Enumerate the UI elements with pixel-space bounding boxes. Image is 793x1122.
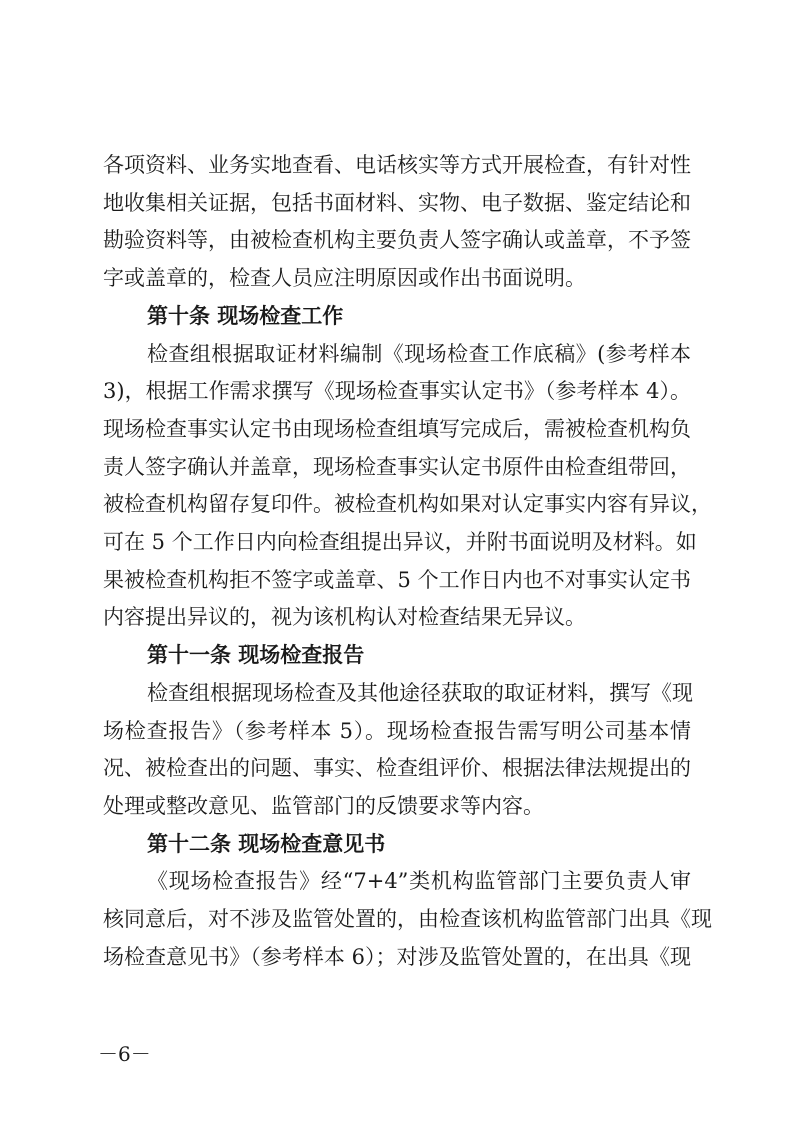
paragraph-line: 勘验资料等，由被检查机构主要负责人签字确认或盖章，不予签 xyxy=(103,228,691,253)
paragraph-line: 字或盖章的，检查人员应注明原因或作出书面说明。 xyxy=(103,266,586,291)
paragraph-line: 《现场检查报告》经“7+4”类机构监管部门主要负责人审 xyxy=(147,869,691,894)
paragraph-line: 现场检查事实认定书由现场检查组填写完成后，需被检查机构负 xyxy=(103,416,691,441)
paragraph-line: 地收集相关证据，包括书面材料、实物、电子数据、鉴定结论和 xyxy=(103,190,691,215)
paragraph-line: 处理或整改意见、监管部门的反馈要求等内容。 xyxy=(103,793,544,818)
paragraph-line: 被检查机构留存复印件。被检查机构如果对认定事实内容有异议， xyxy=(103,492,712,517)
paragraph-line: 检查组根据现场检查及其他途径获取的取证材料，撰写《现 xyxy=(147,680,693,705)
paragraph-line: 3)，根据工作需求撰写《现场检查事实认定书》（参考样本 4）。 xyxy=(103,379,691,404)
paragraph-line: 责人签字确认并盖章，现场检查事实认定书原件由检查组带回， xyxy=(103,454,691,479)
paragraph-line: 况、被检查出的问题、事实、检查组评价、根据法律法规提出的 xyxy=(103,756,691,781)
paragraph-line: 核同意后，对不涉及监管处置的，由检查该机构监管部门出具《现 xyxy=(103,907,712,931)
paragraph-line: 各项资料、业务实地查看、电话核实等方式开展检查，有针对性 xyxy=(103,153,691,177)
page-number: －6－ xyxy=(98,1042,151,1066)
section-heading: 第十一条 现场检查报告 xyxy=(147,643,365,668)
section-heading: 第十二条 现场检查意见书 xyxy=(147,831,386,856)
section-heading: 第十条 现场检查工作 xyxy=(147,303,344,328)
paragraph-line: 内容提出异议的，视为该机构认对检查结果无异议。 xyxy=(103,605,586,630)
paragraph-line: 检查组根据取证材料编制《现场检查工作底稿》(参考样本 xyxy=(147,341,691,366)
paragraph-line: 果被检查机构拒不签字或盖章、5 个工作日内也不对事实认定书 xyxy=(103,567,691,592)
paragraph-line: 场检查意见书》（参考样本 6）；对涉及监管处置的，在出具《现 xyxy=(103,944,691,969)
paragraph-line: 场检查报告》（参考样本 5）。现场检查报告需写明公司基本情 xyxy=(103,718,691,743)
paragraph-line: 可在 5 个工作日内向检查组提出异议，并附书面说明及材料。如 xyxy=(103,530,697,554)
